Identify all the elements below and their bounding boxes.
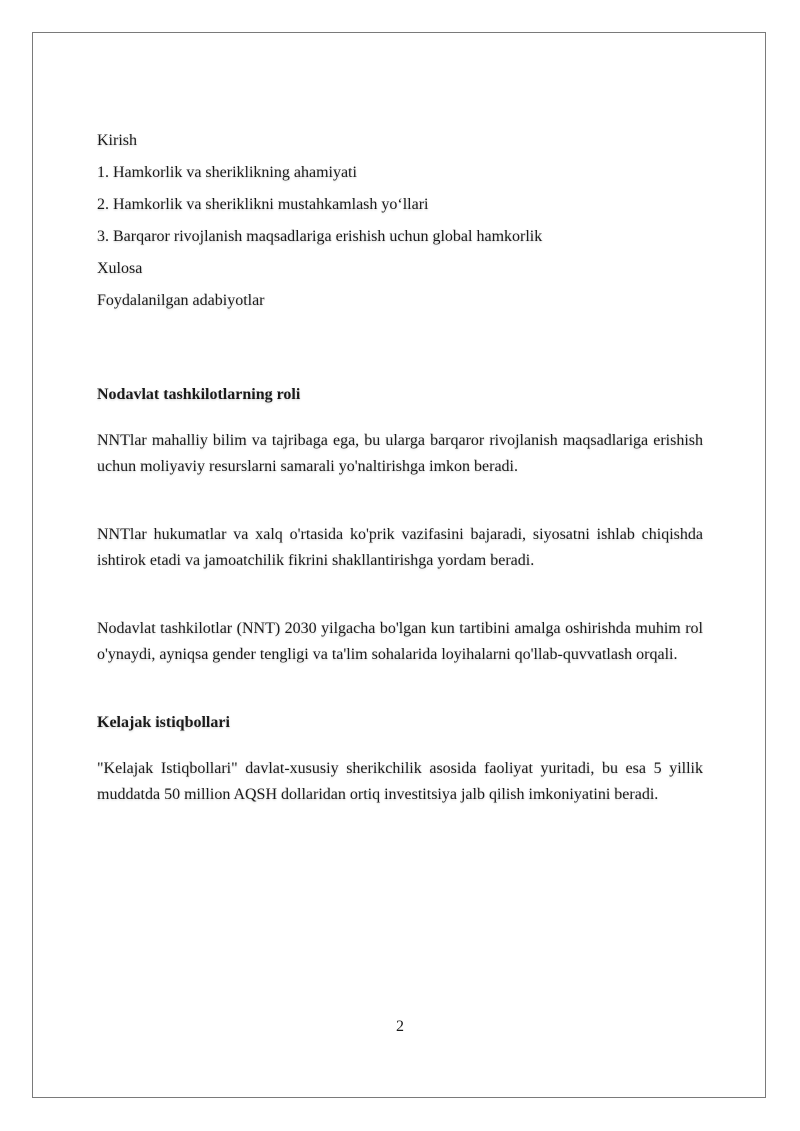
spacer: [97, 668, 703, 710]
paragraph-ngo-1: NNTlar mahalliy bilim va tajribaga ega, bu ularga barqaror rivojlanish maqsadlariga erishish uchun moliyaviy resurslarni samarali yo'naltirishga imkon beradi.: [97, 432, 703, 475]
section-heading-ngo-role: Nodavlat tashkilotlarning roli: [97, 386, 301, 403]
toc-item-conclusion: Xulosa: [97, 260, 143, 277]
spacer: [97, 574, 703, 616]
toc-item-1: 1. Hamkorlik va sheriklikning ahamiyati: [97, 164, 357, 181]
paragraph-ngo-2: NNTlar hukumatlar va xalq o'rtasida ko'prik vazifasini bajaradi, siyosatni ishlab chiqishda ishtirok etadi va jamoatchilik fikrini shakllantirishga yordam beradi.: [97, 526, 703, 569]
toc-item-3: 3. Barqaror rivojlanish maqsadlariga erishish uchun global hamkorlik: [97, 228, 543, 245]
toc-item-intro: Kirish: [97, 132, 137, 149]
spacer: [97, 480, 703, 522]
section-heading-future-prospects: Kelajak istiqbollari: [97, 714, 230, 731]
toc-item-2: 2. Hamkorlik va sheriklikni mustahkamlash yo‘llari: [97, 196, 429, 213]
paragraph-future-1: "Kelajak Istiqbollari" davlat-xususiy sherikchilik asosida faoliyat yuritadi, bu esa 5 yillik muddatda 50 million AQSH dollaridan ortiq investitsiya jalb qilish imkoniyatini beradi.: [97, 760, 703, 803]
toc-item-references: Foydalanilgan adabiyotlar: [97, 292, 265, 309]
document-body: [97, 128, 703, 808]
table-of-contents: [97, 128, 703, 314]
page-number: 2: [396, 1018, 404, 1035]
paragraph-ngo-3: Nodavlat tashkilotlar (NNT) 2030 yilgacha bo'lgan kun tartibini amalga oshirishda muhim rol o'ynaydi, ayniqsa gender tengligi va ta'lim sohalarida loyihalarni qo'llab-quvvatlash orqali.: [97, 620, 703, 663]
